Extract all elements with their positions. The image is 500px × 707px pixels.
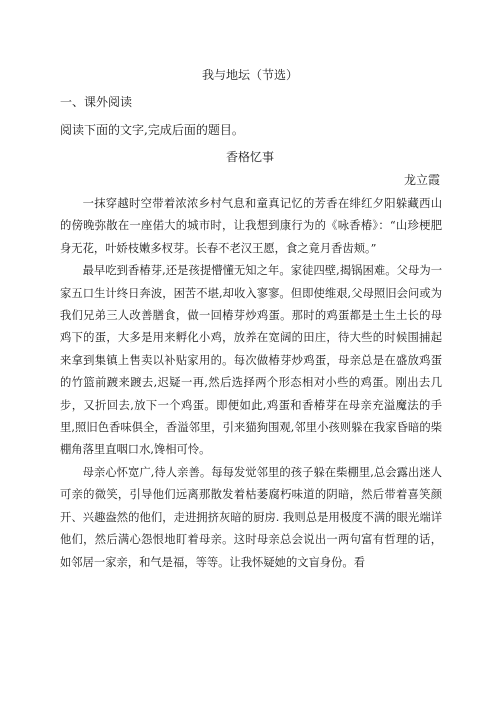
paragraph-3: 母亲心怀宽广,待人亲善。每每发觉邻里的孩子躲在柴棚里,总会露出迷人可亲的微笑，引导他们远离那散发着枯萎腐朽味道的阴暗，然后带着喜笑颜开、兴趣盎然的他们，走进拥挤灰暗的厨房. 我则总是用极度不满的眼光端详他们，然后满心怨恨地盯着母亲。这时母亲总会说出一两句富有哲理的话，如邻居一家亲，和气是福，等等。让我怀疑她的文盲身份。看 <box>60 465 442 569</box>
reading-instruction: 阅读下面的文字,完成后面的题目。 <box>60 123 244 137</box>
author-name: 龙立霞 <box>403 173 440 187</box>
article-body <box>60 193 442 574</box>
section-heading: 一、课外阅读 <box>60 95 133 109</box>
document-title: 我与地坛（节选） <box>201 68 298 82</box>
article-title: 香格忆事 <box>225 150 274 164</box>
paragraph-1: 一抹穿越时空带着浓浓乡村气息和童真记忆的芳香在绯红夕阳躲藏西山的傍晚弥散在一座偌大的城市时，让我想到康行为的《咏香椿》：“山珍梗肥身无花，叶娇枝嫩多杈芽。长春不老汉王愿，食之竟月香齿颊。” <box>60 197 442 255</box>
paragraph-2: 最早吃到香椿芽,还是孩提懵懂无知之年。家徒四壁,揭锅困难。父母为一家五口生计终日奔波，困苦不堪,却收入寥寥。但即使维艰,父母照旧会问或为我们兄弟三人改善膳食，做一回椿芽炒鸡蛋。那时的鸡蛋都是土生土长的母鸡下的蛋，大多是用来孵化小鸡，放养在宽阔的田庄，待大些的时候围捕起来拿到集镇上售卖以补贴家用的。每次做椿芽炒鸡蛋，母亲总是在盛放鸡蛋的竹篮前踱来踱去,迟疑一再,然后选择两个形态相对小些的鸡蛋。刚出去几步，又折回去,放下一个鸡蛋。即便如此,鸡蛋和香椿芽在母亲充溢魔法的手里,照旧色香味俱全，香溢邻里，引来猫狗围观,邻里小孩则躲在我家昏暗的柴棚角落里直咽口水,馋相可怜。 <box>60 264 442 457</box>
